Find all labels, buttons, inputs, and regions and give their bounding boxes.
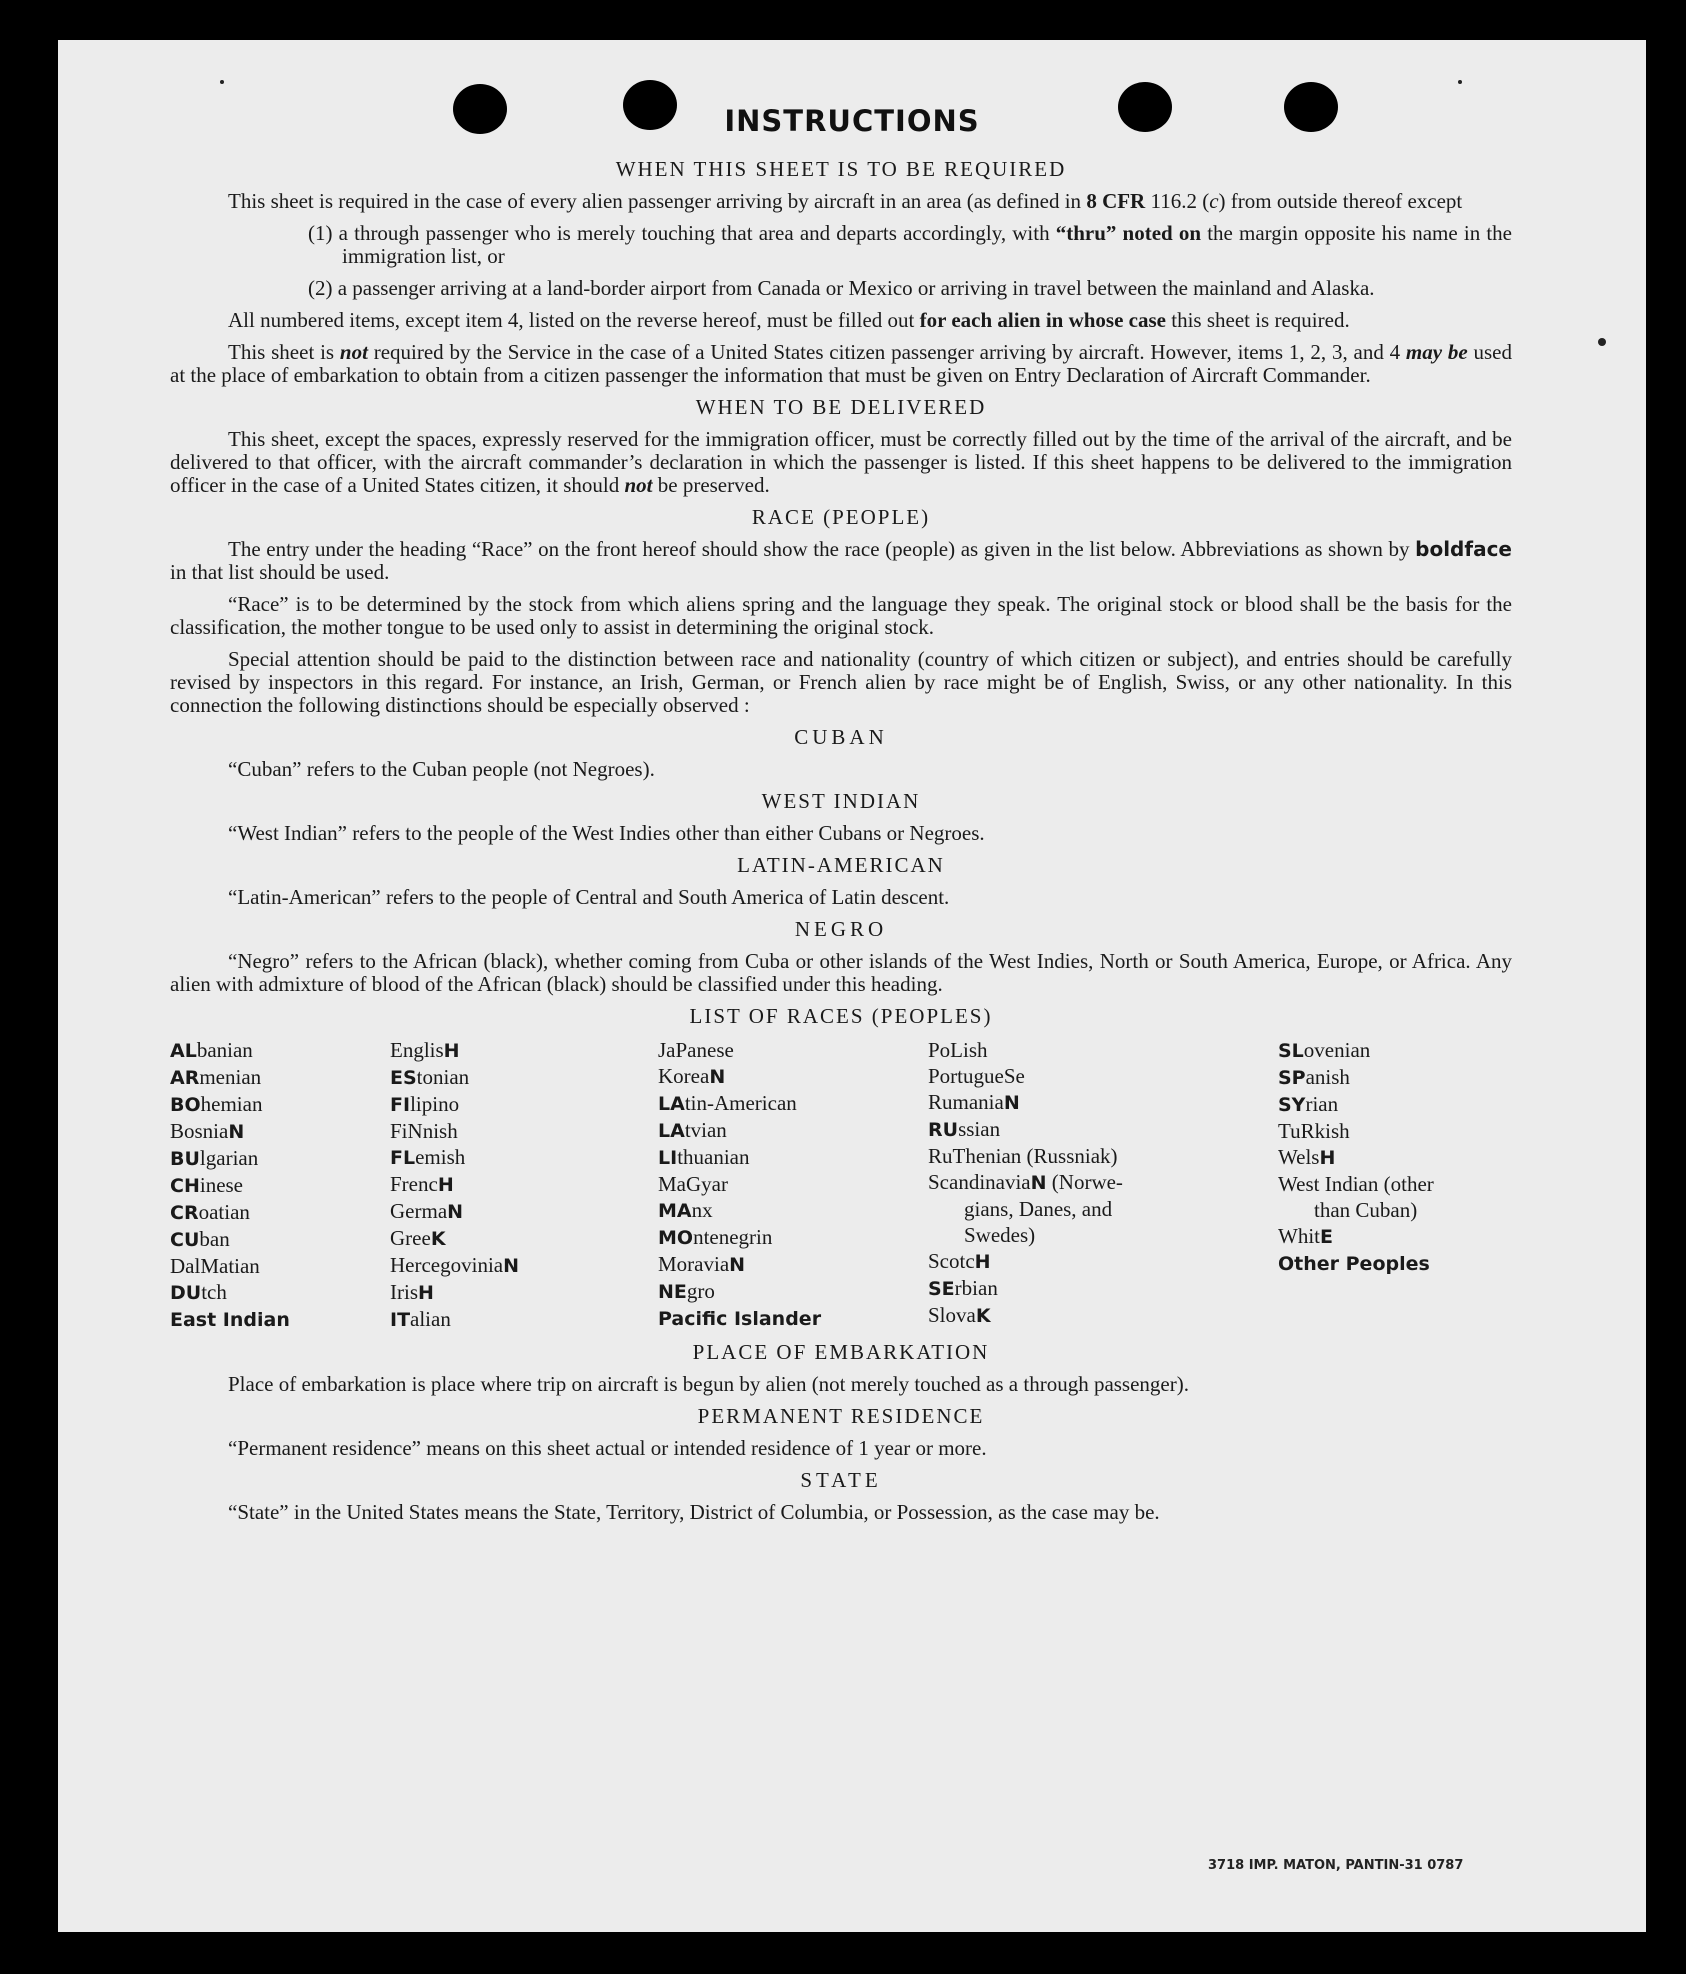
races-list [170, 1037, 1512, 1333]
race-entry: Swedes) [964, 1223, 1036, 1247]
heading-when-delivered: WHEN TO BE DELIVERED [695, 395, 987, 419]
race-entry: ALbanian [170, 1038, 253, 1062]
race-entry: EnglisH [390, 1038, 460, 1062]
speck [1458, 80, 1462, 84]
race-entry: LAtvian [658, 1118, 727, 1142]
race-entry: RUssian [928, 1117, 1001, 1141]
race-entry: HercegoviniaN [390, 1253, 520, 1277]
race-entry: East Indian [170, 1309, 290, 1331]
race-entry: ARmenian [170, 1065, 262, 1089]
race-entry: DUtch [170, 1280, 227, 1304]
instruction-sheet [58, 40, 1646, 1932]
race-entry: GermaN [390, 1199, 464, 1223]
race-entry: RuThenian (Russniak) [928, 1144, 1118, 1168]
race-entry: TuRkish [1278, 1119, 1350, 1143]
heading-when-required: WHEN THIS SHEET IS TO BE REQUIRED [615, 157, 1067, 181]
race-entry: PoLish [928, 1038, 988, 1062]
exception-item: (1) a through passenger who is merely touching that area and departs accordingly, with “thru” noted on the margin opposite his name in the immigration list, or [308, 221, 1512, 268]
paragraph: “West Indian” refers to the people of the West Indies other than either Cubans or Negroes. [228, 821, 985, 845]
paragraph: “Permanent residence” means on this sheet actual or intended residence of 1 year or more. [228, 1436, 987, 1460]
race-entry: FIlipino [390, 1092, 460, 1116]
exception-item: (2) a passenger arriving at a land-border airport from Canada or Mexico or arriving in travel between the mainland and Alaska. [308, 276, 1375, 300]
page-title: INSTRUCTIONS [724, 104, 980, 138]
race-entry: NEgro [658, 1279, 715, 1303]
race-entry: SLovenian [1278, 1038, 1371, 1062]
race-entry: Other Peoples [1278, 1253, 1430, 1275]
race-entry: FrencH [390, 1172, 454, 1196]
paragraph: This sheet is not required by the Service in the case of a United States citizen passenger arriving by aircraft. However, items 1, 2, 3, and 4 may be used at the place of embarkation to obtain from a citizen passenger the information that must be given on Entry Declaration of Aircraft Commander. [170, 340, 1512, 387]
race-entry: MoraviaN [658, 1252, 746, 1276]
race-entry: RumaniaN [928, 1090, 1020, 1114]
heading-permanent-residence: PERMANENT RESIDENCE [697, 1404, 985, 1428]
race-entry: than Cuban) [1314, 1198, 1418, 1222]
paragraph: The entry under the heading “Race” on the front hereof should show the race (people) as given in the list below. Abbreviations as shown by boldface in that list should be used. [170, 537, 1512, 584]
heading-latin-american: LATIN-AMERICAN [737, 853, 945, 877]
race-entry: WhitE [1278, 1224, 1333, 1248]
race-entry: West Indian (other [1278, 1172, 1434, 1196]
paragraph: “Race” is to be determined by the stock from which aliens spring and the language they speak. The original stock or blood shall be the basis for the classification, the mother tongue to be used only to assist in determining the original stock. [170, 592, 1512, 639]
paragraph: “Latin-American” refers to the people of Central and South America of Latin descent. [228, 885, 950, 909]
race-entry: CRoatian [170, 1200, 250, 1224]
paragraph: Special attention should be paid to the distinction between race and nationality (country of which citizen or subject), and entries should be carefully revised by inspectors in this regard. For instance, an Irish, German, or French alien by race might be of English, Swiss, or any other nationality. In this connection the following distinctions should be especially observed : [170, 647, 1512, 717]
race-entry: CHinese [170, 1173, 244, 1197]
heading-state: STATE [800, 1468, 882, 1492]
race-column [390, 1037, 658, 1333]
race-entry: IrisH [390, 1280, 434, 1304]
race-entry: SlovaK [928, 1303, 991, 1327]
race-entry: BosniaN [170, 1119, 245, 1143]
paragraph: All numbered items, except item 4, listed on the reverse hereof, must be filled out for each alien in whose case this sheet is required. [228, 308, 1350, 332]
heading-race: RACE (PEOPLE) [751, 505, 931, 529]
race-entry: KoreaN [658, 1064, 726, 1088]
race-entry: WelsH [1278, 1145, 1336, 1169]
race-entry: BUlgarian [170, 1146, 259, 1170]
race-entry: ScandinaviaN (Norwe- [928, 1170, 1123, 1194]
heading-list-of-races: LIST OF RACES (PEOPLES) [689, 1004, 993, 1028]
race-entry: MOntenegrin [658, 1225, 773, 1249]
paragraph: This sheet, except the spaces, expressly reserved for the immigration officer, must be correctly filled out by the time of the arrival of the aircraft, and be delivered to that officer, with the aircraft commander’s declaration in which the passenger is listed. If this sheet happens to be delivered to the immigration officer in the case of a United States citizen, it should not be preserved. [170, 427, 1512, 497]
race-entry: LAtin-American [658, 1091, 797, 1115]
paragraph: Place of embarkation is place where trip on aircraft is begun by alien (not merely touched as a through passenger). [228, 1372, 1189, 1396]
race-entry: FiNnish [390, 1119, 458, 1143]
race-entry: PortugueSe [928, 1064, 1025, 1088]
race-column [928, 1037, 1278, 1333]
print-footer: 3718 IMP. MATON, PANTIN-31 0787 [1208, 1858, 1464, 1873]
speck [1598, 338, 1606, 346]
heading-cuban: CUBAN [794, 725, 888, 749]
race-entry: BOhemian [170, 1092, 263, 1116]
instructions-body [170, 152, 1512, 1533]
race-entry: SYrian [1278, 1092, 1339, 1116]
race-column [170, 1037, 390, 1333]
race-entry: Pacific Islander [658, 1308, 822, 1330]
race-column [1278, 1037, 1498, 1333]
race-entry: MaGyar [658, 1172, 728, 1196]
race-entry: gians, Danes, and [964, 1197, 1113, 1221]
race-entry: CUban [170, 1227, 230, 1251]
heading-west-indian: WEST INDIAN [761, 789, 921, 813]
speck [220, 80, 224, 84]
race-entry: FLemish [390, 1145, 466, 1169]
race-entry: SPanish [1278, 1065, 1350, 1089]
race-entry: EStonian [390, 1065, 470, 1089]
race-entry: DalMatian [170, 1254, 260, 1278]
race-entry: LIthuanian [658, 1145, 750, 1169]
paragraph: “Cuban” refers to the Cuban people (not Negroes). [228, 757, 655, 781]
race-entry: JaPanese [658, 1038, 734, 1062]
race-column [658, 1037, 928, 1333]
heading-embarkation: PLACE OF EMBARKATION [692, 1340, 990, 1364]
race-entry: ITalian [390, 1307, 451, 1331]
race-entry: MAnx [658, 1198, 713, 1222]
paragraph: “Negro” refers to the African (black), whether coming from Cuba or other islands of the West Indies, North or South America, Europe, or Africa. Any alien with admixture of blood of the African (black) should be classified under this heading. [170, 949, 1512, 996]
race-entry: GreeK [390, 1226, 446, 1250]
paragraph: “State” in the United States means the State, Territory, District of Columbia, or Possession, as the case may be. [228, 1500, 1160, 1524]
race-entry: ScotcH [928, 1249, 991, 1273]
race-entry: SErbian [928, 1276, 998, 1300]
heading-negro: NEGRO [794, 917, 888, 941]
paragraph: This sheet is required in the case of every alien passenger arriving by aircraft in an area (as defined in 8 CFR 116.2 (c) from outside thereof except [228, 189, 1463, 213]
